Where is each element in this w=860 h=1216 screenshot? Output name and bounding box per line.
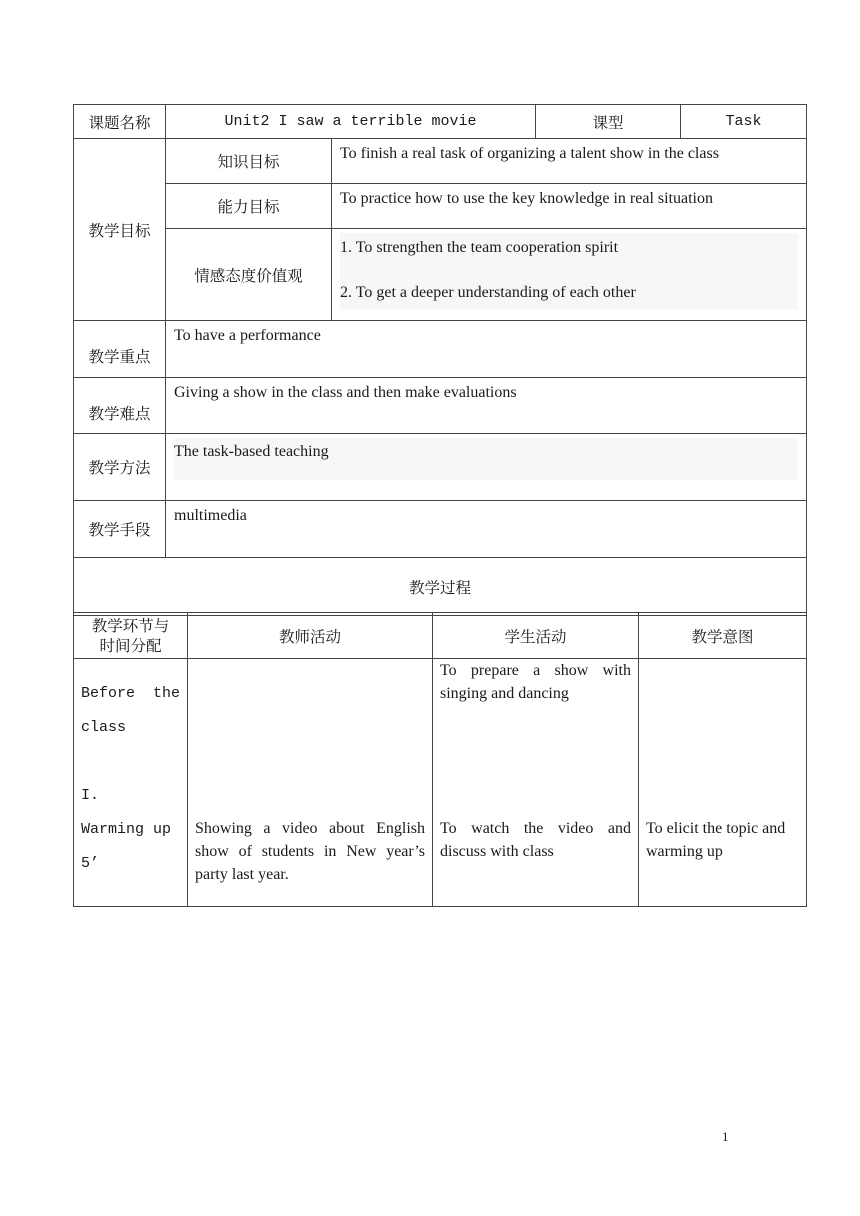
method-text: The task-based teaching xyxy=(174,438,798,480)
process-header-student: 学生活动 xyxy=(433,613,639,659)
title-value: Unit2 I saw a terrible movie xyxy=(166,105,536,139)
type-label: 课型 xyxy=(536,105,681,139)
stage-line: 5’ xyxy=(81,855,100,872)
intent-cell xyxy=(639,659,807,907)
stage-line: Before the xyxy=(81,685,181,702)
emotion-item-text: To get a deeper understanding of each other xyxy=(352,284,636,301)
objectives-label: 教学目标 xyxy=(74,139,166,321)
difficulty-text: Giving a show in the class and then make evaluations xyxy=(166,378,807,434)
stage-line: class xyxy=(81,719,127,736)
process-table xyxy=(73,612,807,907)
emotion-objective-label: 情感态度价值观 xyxy=(166,229,332,321)
emotion-objective-list xyxy=(340,233,798,310)
key-point-text: To have a performance xyxy=(166,321,807,378)
teacher-activity-cell xyxy=(188,659,433,907)
method-cell xyxy=(166,434,807,501)
process-header-intent: 教学意图 xyxy=(639,613,807,659)
difficulty-label: 教学难点 xyxy=(74,378,166,434)
page-number: 1 xyxy=(722,1129,729,1144)
before-class-student-activity: To prepare a show with singing and dancing xyxy=(440,662,631,702)
process-title: 教学过程 xyxy=(74,558,807,616)
stage-line: I. xyxy=(81,787,100,804)
title-label: 课题名称 xyxy=(74,105,166,139)
stage-text xyxy=(81,677,180,881)
emotion-item-text: To strengthen the team cooperation spirit xyxy=(352,239,619,256)
knowledge-objective-text: To finish a real task of organizing a talent show in the class xyxy=(332,139,807,184)
means-label: 教学手段 xyxy=(74,501,166,558)
means-text: multimedia xyxy=(166,501,807,558)
method-label: 教学方法 xyxy=(74,434,166,501)
warmup-teacher-activity: Showing a video about English show of students in New year’s party last year. xyxy=(195,820,425,883)
process-header-stage-line: 时间分配 xyxy=(99,636,162,655)
warmup-intent: To elicit the topic and warming up xyxy=(646,820,786,860)
process-header-stage-line: 教学环节与 xyxy=(91,616,170,635)
stage-cell xyxy=(74,659,188,907)
key-point-label: 教学重点 xyxy=(74,321,166,378)
stage-line: Warming up xyxy=(81,821,172,838)
type-value: Task xyxy=(681,105,807,139)
emotion-item-number: 1. xyxy=(340,239,352,256)
student-activity-cell xyxy=(433,659,639,907)
process-header-teacher: 教师活动 xyxy=(188,613,433,659)
knowledge-objective-label: 知识目标 xyxy=(166,139,332,184)
ability-objective-label: 能力目标 xyxy=(166,184,332,229)
emotion-item xyxy=(340,236,798,259)
warmup-student-activity: To watch the video and discuss with class xyxy=(440,820,631,860)
process-header-stage xyxy=(74,613,188,659)
stage-line xyxy=(81,745,180,779)
ability-objective-text: To practice how to use the key knowledge in real situation xyxy=(332,184,807,229)
emotion-item xyxy=(340,281,798,304)
lesson-info-table xyxy=(73,104,807,616)
emotion-objective-cell xyxy=(332,229,807,321)
emotion-item-number: 2. xyxy=(340,284,352,301)
